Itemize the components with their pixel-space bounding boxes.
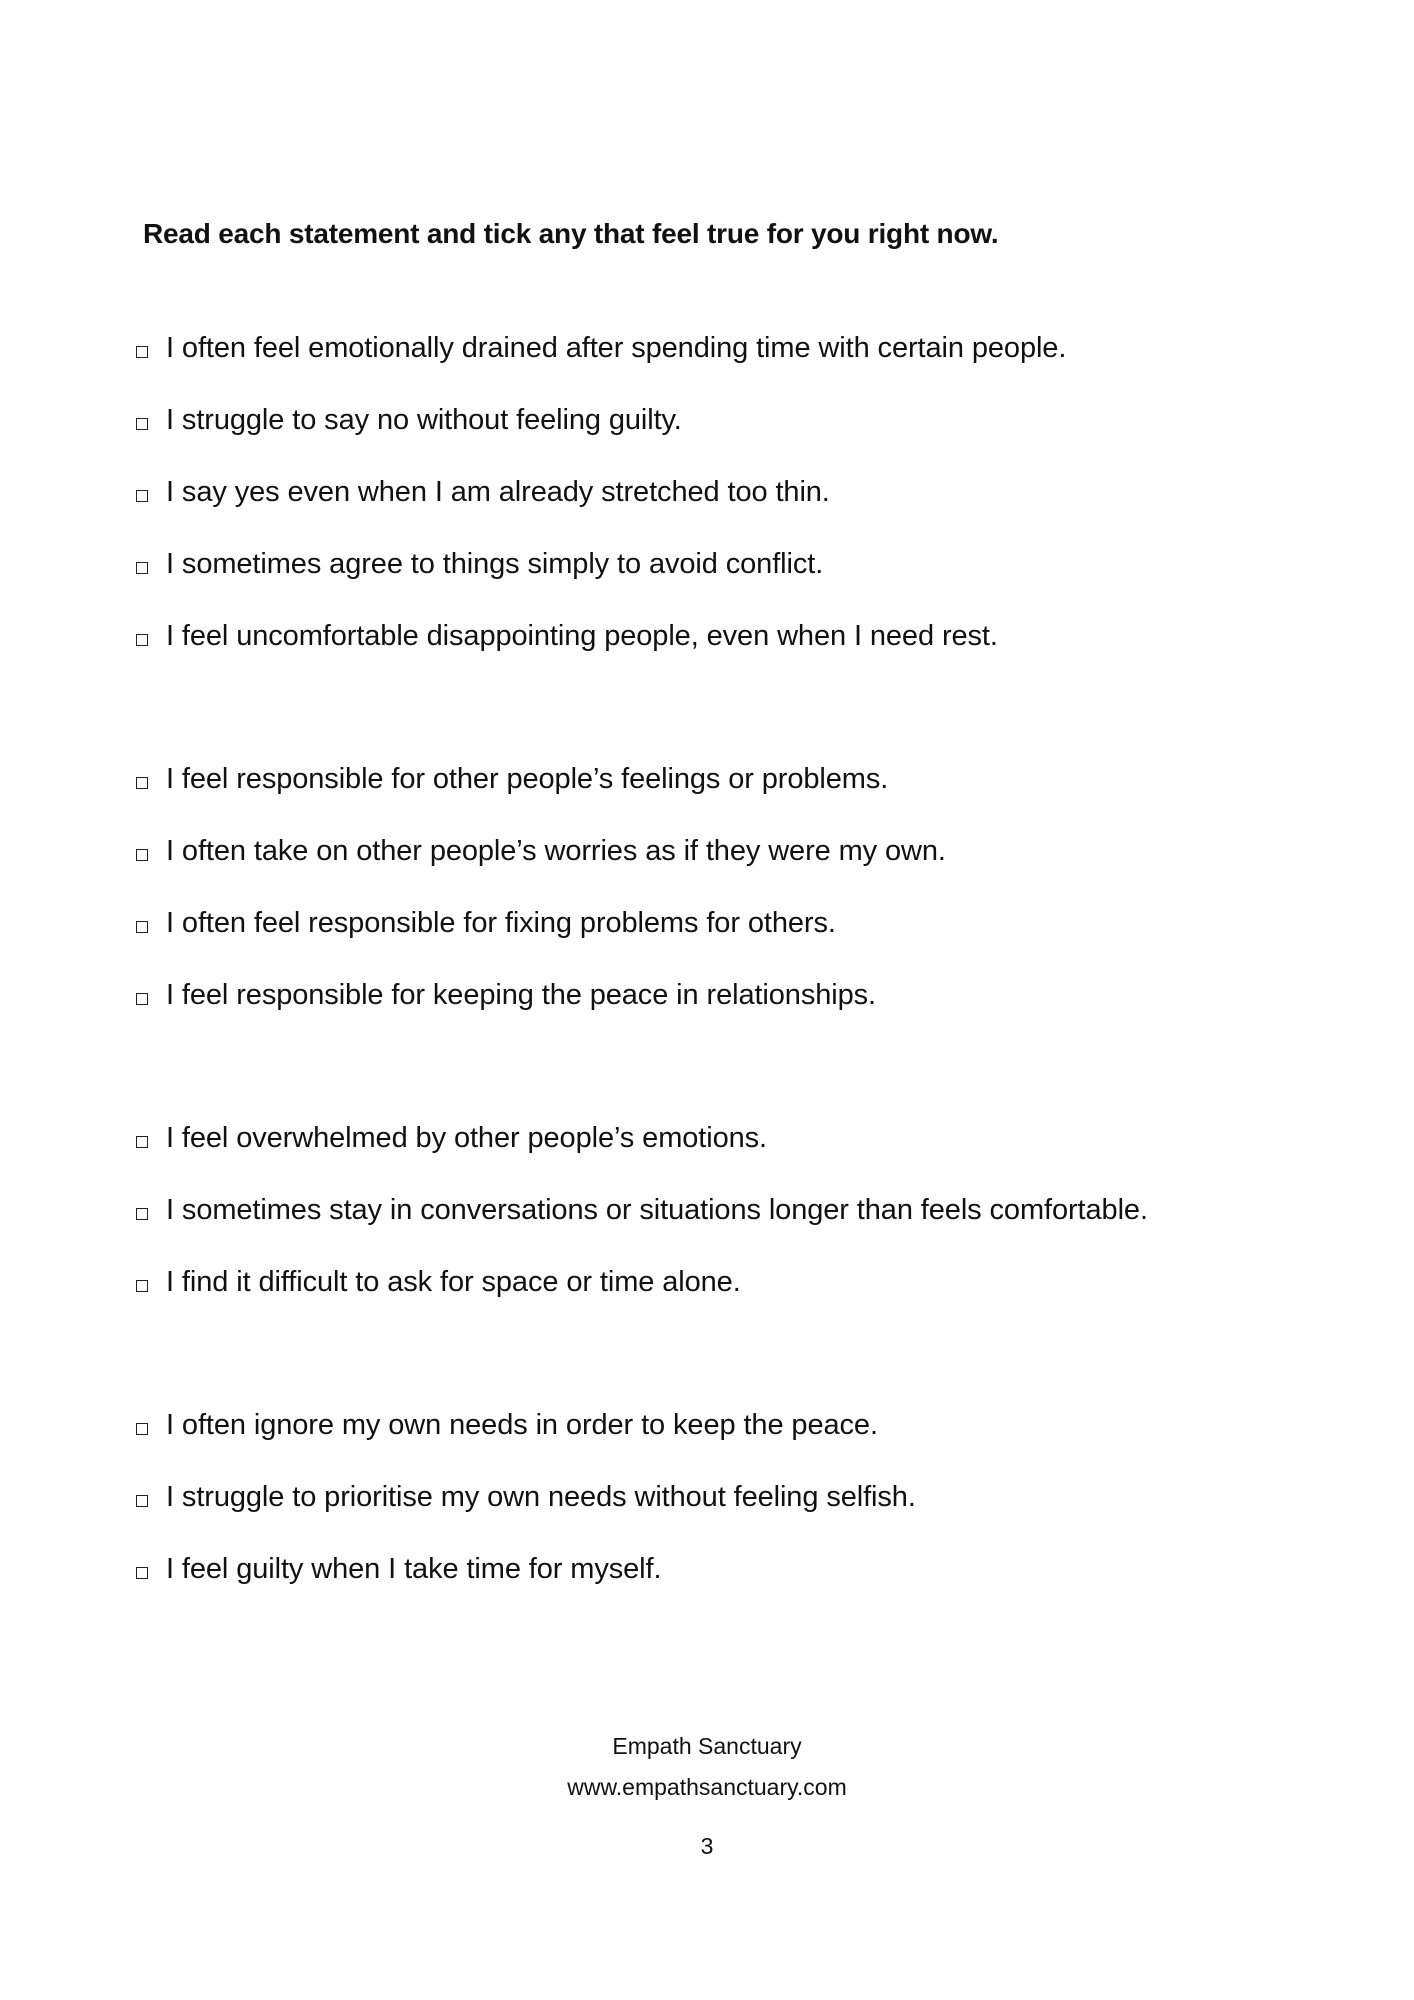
checklist-item[interactable]	[136, 1266, 741, 1306]
checklist-item[interactable]	[136, 332, 1066, 372]
item-label: I feel guilty when I take time for myself.	[166, 1553, 662, 1585]
checklist-item[interactable]	[136, 835, 946, 875]
checkbox[interactable]	[136, 777, 148, 789]
instructions-heading: Read each statement and tick any that feel true for you right now.	[143, 218, 999, 249]
checkbox[interactable]	[136, 1495, 148, 1507]
item-label: I feel responsible for keeping the peace in relationships.	[166, 979, 876, 1011]
checkbox[interactable]	[136, 346, 148, 358]
item-label: I often take on other people’s worries as if they were my own.	[166, 835, 946, 867]
item-label: I sometimes agree to things simply to avoid conflict.	[166, 548, 824, 580]
checkbox[interactable]	[136, 921, 148, 933]
item-label: I feel overwhelmed by other people’s emotions.	[166, 1122, 767, 1154]
item-label: I feel responsible for other people’s feelings or problems.	[166, 763, 889, 795]
checklist-item[interactable]	[136, 1194, 1148, 1234]
checklist-item[interactable]	[136, 763, 888, 803]
item-label: I feel uncomfortable disappointing people, even when I need rest.	[166, 620, 998, 652]
checklist-item[interactable]	[136, 404, 682, 444]
footer-url[interactable]: www.empathsanctuary.com	[567, 1774, 847, 1800]
checklist-item[interactable]	[136, 979, 876, 1019]
checklist-item[interactable]	[136, 907, 836, 947]
item-label: I find it difficult to ask for space or time alone.	[166, 1266, 741, 1298]
checkbox[interactable]	[136, 849, 148, 861]
checkbox[interactable]	[136, 1208, 148, 1220]
checklist-item[interactable]	[136, 1481, 916, 1521]
checkbox[interactable]	[136, 562, 148, 574]
item-label: I often ignore my own needs in order to keep the peace.	[166, 1409, 878, 1441]
checkbox[interactable]	[136, 1280, 148, 1292]
checkbox[interactable]	[136, 1423, 148, 1435]
item-label: I often feel emotionally drained after spending time with certain people.	[166, 332, 1067, 364]
checkbox[interactable]	[136, 993, 148, 1005]
item-label: I say yes even when I am already stretched too thin.	[166, 476, 830, 508]
checkbox[interactable]	[136, 418, 148, 430]
item-label: I struggle to say no without feeling guilty.	[166, 404, 682, 436]
item-label: I often feel responsible for fixing problems for others.	[166, 907, 836, 939]
item-label: I sometimes stay in conversations or situations longer than feels comfortable.	[166, 1194, 1148, 1226]
checklist-item[interactable]	[136, 476, 830, 516]
checklist-item[interactable]	[136, 548, 823, 588]
checklist-item[interactable]	[136, 1553, 661, 1593]
checkbox[interactable]	[136, 490, 148, 502]
page-number: 3	[700, 1833, 714, 1859]
checklist-item[interactable]	[136, 1122, 767, 1162]
checklist-item[interactable]	[136, 620, 998, 660]
checklist-item[interactable]	[136, 1409, 878, 1449]
footer-brand: Empath Sanctuary	[612, 1733, 802, 1759]
checkbox[interactable]	[136, 1136, 148, 1148]
checkbox[interactable]	[136, 1567, 148, 1579]
item-label: I struggle to prioritise my own needs without feeling selfish.	[166, 1481, 916, 1513]
checkbox[interactable]	[136, 634, 148, 646]
